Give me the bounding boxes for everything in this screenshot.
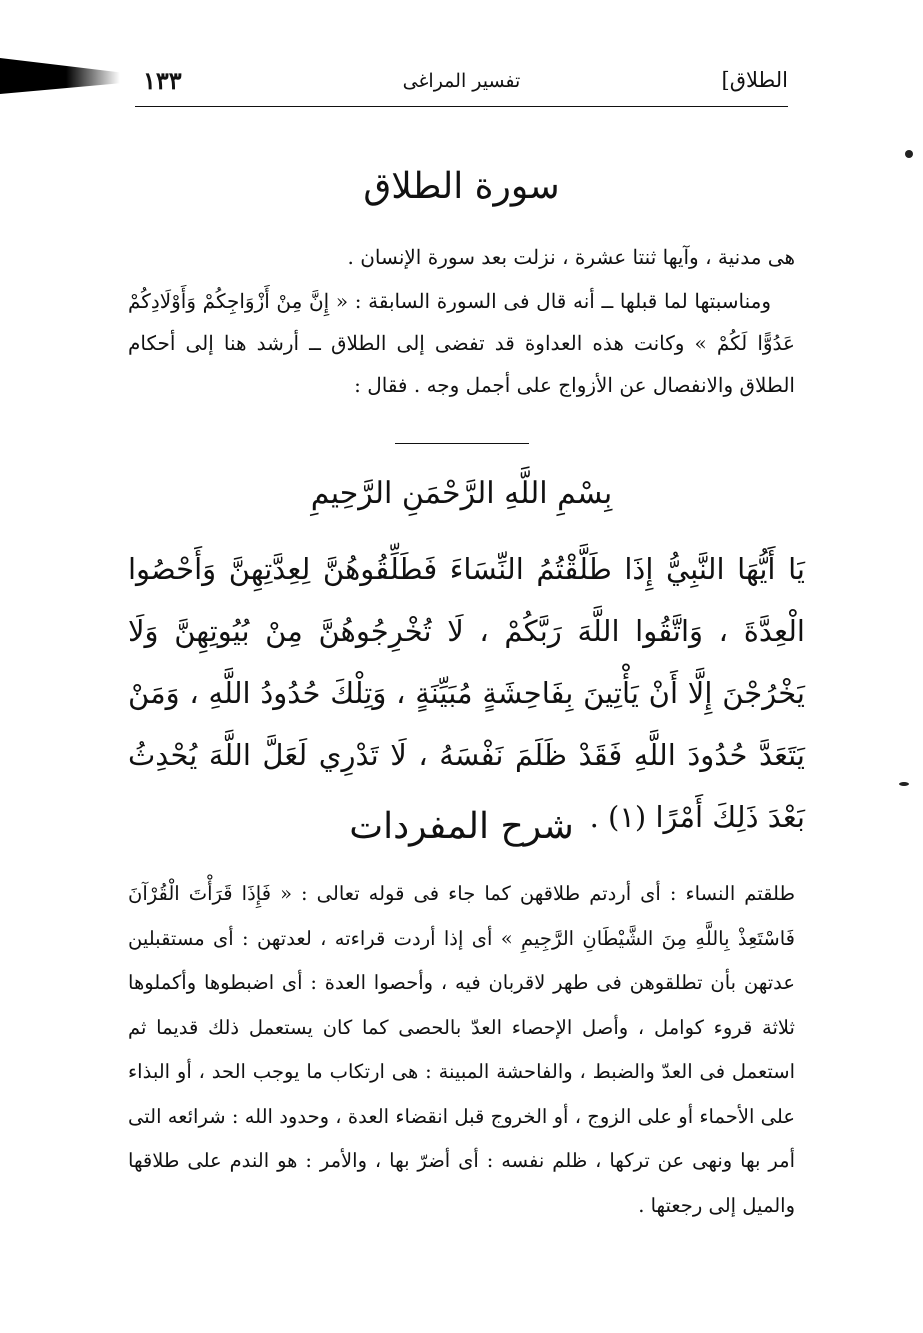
basmala: بِسْمِ اللَّهِ الرَّحْمَنِ الرَّحِيمِ [310, 476, 613, 511]
vocabulary-heading: شرح المفردات [349, 806, 574, 847]
scan-speck [899, 782, 909, 786]
header-book-title: تفسير المراغى [402, 70, 521, 92]
vocabulary-glossary: طلقتم النساء : أى أردتم طلاقهن كما جاء فى قوله تعالى : « فَإِذَا قَرَأْتَ الْقُرْآنَ فَاسْتَعِذْ بِاللَّهِ مِنَ الشَّيْطَانِ الرَّجِيمِ » أى إذا أردت قراءته ، لعدتهن : أى مستقبلين عدتهن بأن تطلقوهن فى طهر لاقربان فيه ، وأحصوا العدة : أى اضبطوها وأكملوها ثلاثة قروء كوامل ، وأصل الإحصاء العدّ بالحصى كما كان يستعمل ذلك قديما ثم استعمل فى العدّ والضبط ، والفاحشة المبينة : هى ارتكاب ما يوجب الحد ، أو البذاء على الأحماء أو على الزوج ، أو الخروج قبل انقضاء العدة ، وحدود الله : شرائعه التى أمر بها ونهى عن تركها ، ظلم نفسه : أى أضرّ بها ، والأمر : هو الندم على طلاقها والميل إلى رجعتها . [128, 882, 795, 1217]
section-divider [395, 443, 529, 444]
intro-revelation-note: هى مدنية ، وآيها ثنتا عشرة ، نزلت بعد سورة الإنسان . [347, 245, 795, 269]
scan-artifact [0, 58, 120, 94]
page-number: ١٣٣ [143, 66, 182, 95]
quran-verse: يَا أَيُّهَا النَّبِيُّ إِذَا طَلَّقْتُمُ النِّسَاءَ فَطَلِّقُوهُنَّ لِعِدَّتِهِنَّ وَأَحْصُوا الْعِدَّةَ ، وَاتَّقُوا اللَّهَ رَبَّكُمْ ، لَا تُخْرِجُوهُنَّ مِنْ بُيُوتِهِنَّ وَلَا يَخْرُجْنَ إِلَّا أَنْ يَأْتِينَ بِفَاحِشَةٍ مُبَيِّنَةٍ ، وَتِلْكَ حُدُودُ اللَّهِ ، وَمَنْ يَتَعَدَّ حُدُودَ اللَّهِ فَقَدْ ظَلَمَ نَفْسَهُ ، لَا تَدْرِي لَعَلَّ اللَّهَ يُحْدِثُ بَعْدَ ذَلِكَ أَمْرًا (١) . [128, 552, 805, 834]
intro-context-paragraph: ومناسبتها لما قبلها ــ أنه قال فى السورة السابقة : « إِنَّ مِنْ أَزْوَاجِكُمْ وَأَوْلَادِكُمْ عَدُوًّا لَكُمْ » وكانت هذه العداوة قد تفضى إلى الطلاق ــ أرشد هنا إلى أحكام الطلاق والانفصال عن الأزواج على أجمل وجه . فقال : [128, 289, 795, 397]
header-surah-name: الطلاق] [721, 68, 788, 92]
scan-speck [905, 150, 913, 158]
surah-title: سورة الطلاق [363, 166, 560, 207]
running-header [135, 62, 788, 107]
